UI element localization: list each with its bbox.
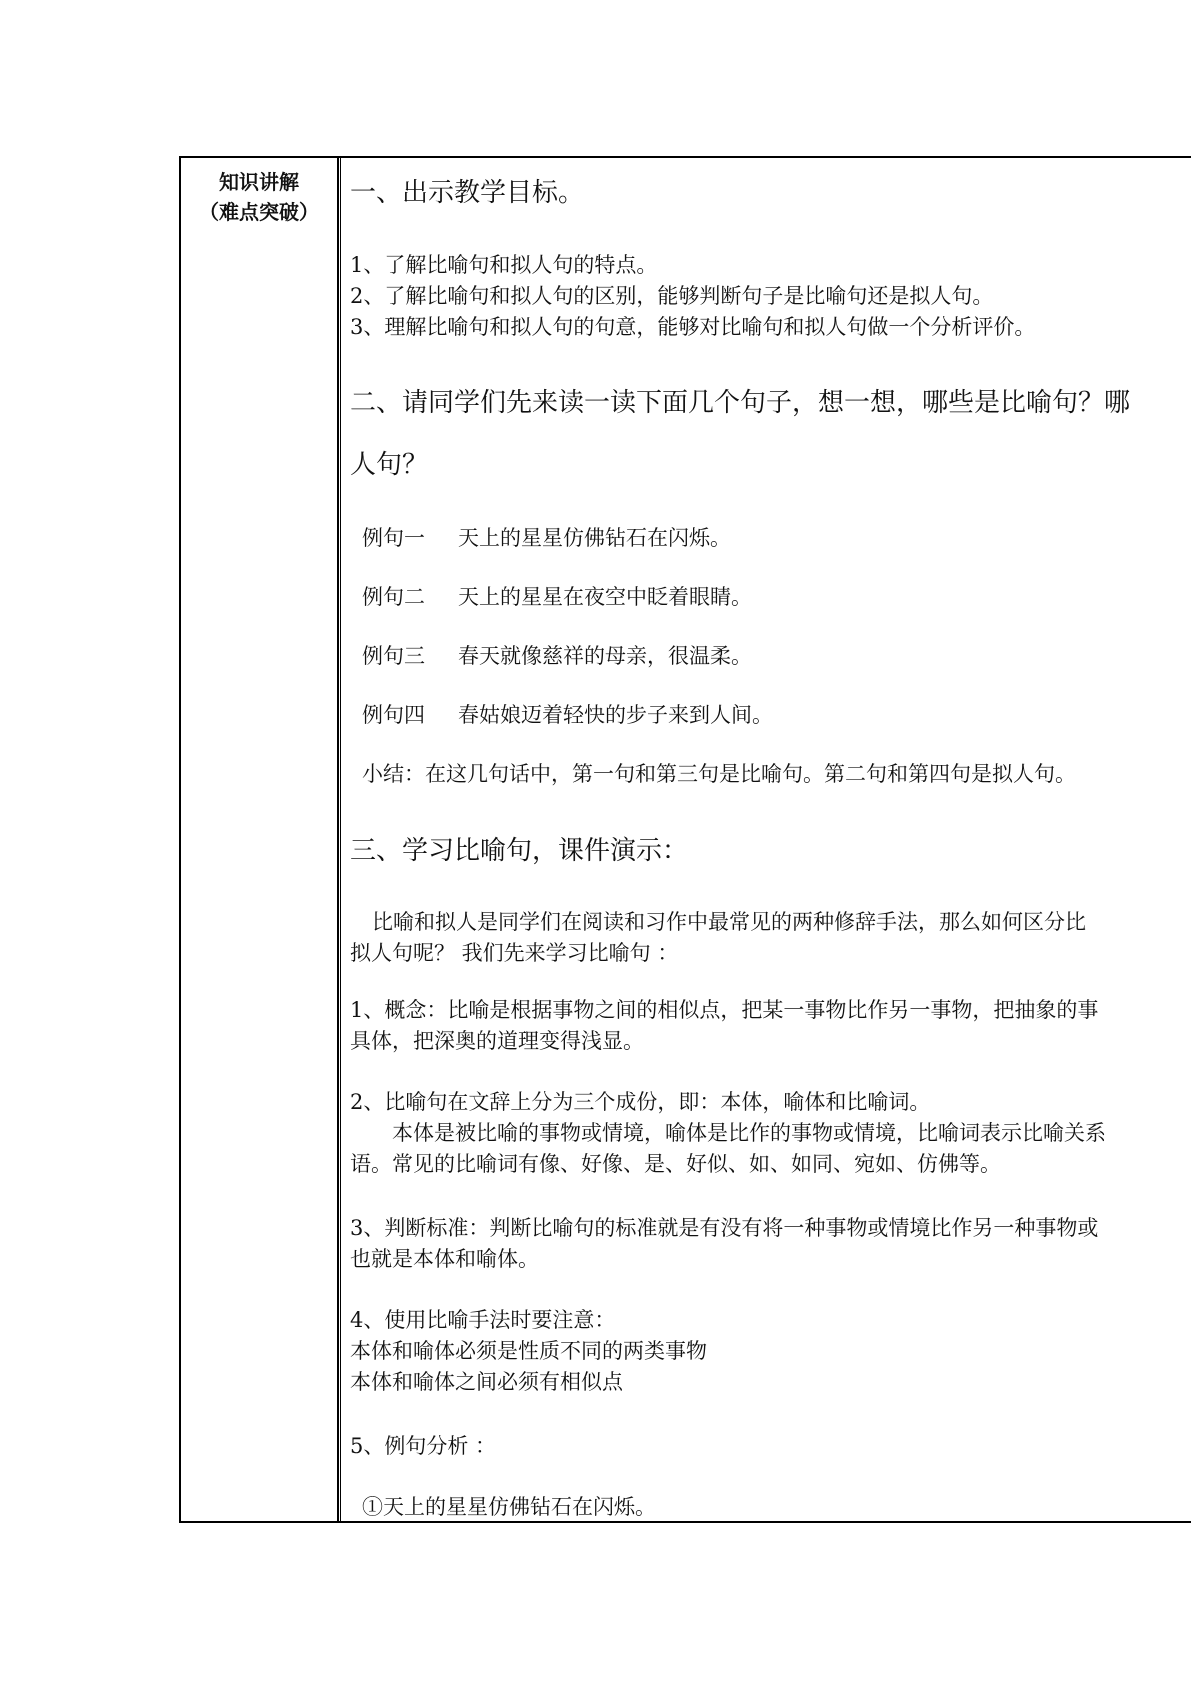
section2-heading-line2: 人句？ — [350, 450, 429, 480]
objective-2: 2、了解比喻句和拟人句的区别，能够判断句子是比喻句还是拟人句。 — [350, 284, 994, 308]
example-2-text: 天上的星星在夜空中眨着眼睛。 — [458, 585, 752, 609]
concept-line2: 具体，把深奥的道理变得浅显。 — [350, 1029, 644, 1053]
components-line2: 本体是被比喻的事物或情境，喻体是比作的事物或情境，比喻词表示比喻关系 — [392, 1121, 1106, 1145]
example-1-label: 例句一 — [362, 526, 425, 550]
label-line-1: 知识讲解 — [219, 170, 299, 194]
section2-summary: 小结：在这几句话中，第一句和第三句是比喻句。第二句和第四句是拟人句。 — [362, 762, 1076, 786]
section1-heading: 一、出示教学目标。 — [350, 178, 585, 208]
components-line3: 语。常见的比喻词有像、好像、是、好似、如、如同、宛如、仿佛等。 — [350, 1152, 1001, 1176]
lesson-table — [179, 156, 1191, 1523]
analysis-item-1: ①天上的星星仿佛钻石在闪烁。 — [362, 1495, 656, 1519]
criteria-line1: 3、判断标准：判断比喻句的标准就是有没有将一种事物或情境比作另一种事物或 — [350, 1216, 1099, 1240]
example-1-text: 天上的星星仿佛钻石在闪烁。 — [458, 526, 731, 550]
notes-line3: 本体和喻体之间必须有相似点 — [350, 1370, 623, 1394]
notes-line1: 4、使用比喻手法时要注意： — [350, 1308, 616, 1332]
example-4-label: 例句四 — [362, 703, 425, 727]
criteria-line2: 也就是本体和喻体。 — [350, 1247, 539, 1271]
label-cell — [181, 158, 339, 1521]
section3-heading: 三、学习比喻句，课件演示： — [350, 836, 689, 866]
notes-line2: 本体和喻体必须是性质不同的两类事物 — [350, 1339, 707, 1363]
objective-3: 3、理解比喻句和拟人句的句意，能够对比喻句和拟人句做一个分析评价。 — [350, 315, 1036, 339]
analysis-heading: 5、例句分析 ： — [350, 1434, 497, 1458]
column-divider — [340, 158, 341, 1521]
example-4-text: 春姑娘迈着轻快的步子来到人间。 — [458, 703, 773, 727]
example-2-label: 例句二 — [362, 585, 425, 609]
section3-intro-line2: 拟人句呢？ 我们先来学习比喻句 ： — [350, 941, 679, 965]
objective-1: 1、了解比喻句和拟人句的特点。 — [350, 253, 658, 277]
components-line1: 2、比喻句在文辞上分为三个成份，即：本体，喻体和比喻词。 — [350, 1090, 931, 1114]
section2-heading-line1: 二、请同学们先来读一读下面几个句子，想一想，哪些是比喻句？哪 — [350, 388, 1131, 418]
example-3-label: 例句三 — [362, 644, 425, 668]
concept-line1: 1、概念：比喻是根据事物之间的相似点，把某一事物比作另一事物，把抽象的事 — [350, 998, 1099, 1022]
example-3-text: 春天就像慈祥的母亲，很温柔。 — [458, 644, 752, 668]
label-line-2: （难点突破） — [199, 200, 319, 224]
section3-intro-line1: 比喻和拟人是同学们在阅读和习作中最常见的两种修辞手法，那么如何区分比 — [372, 910, 1086, 934]
